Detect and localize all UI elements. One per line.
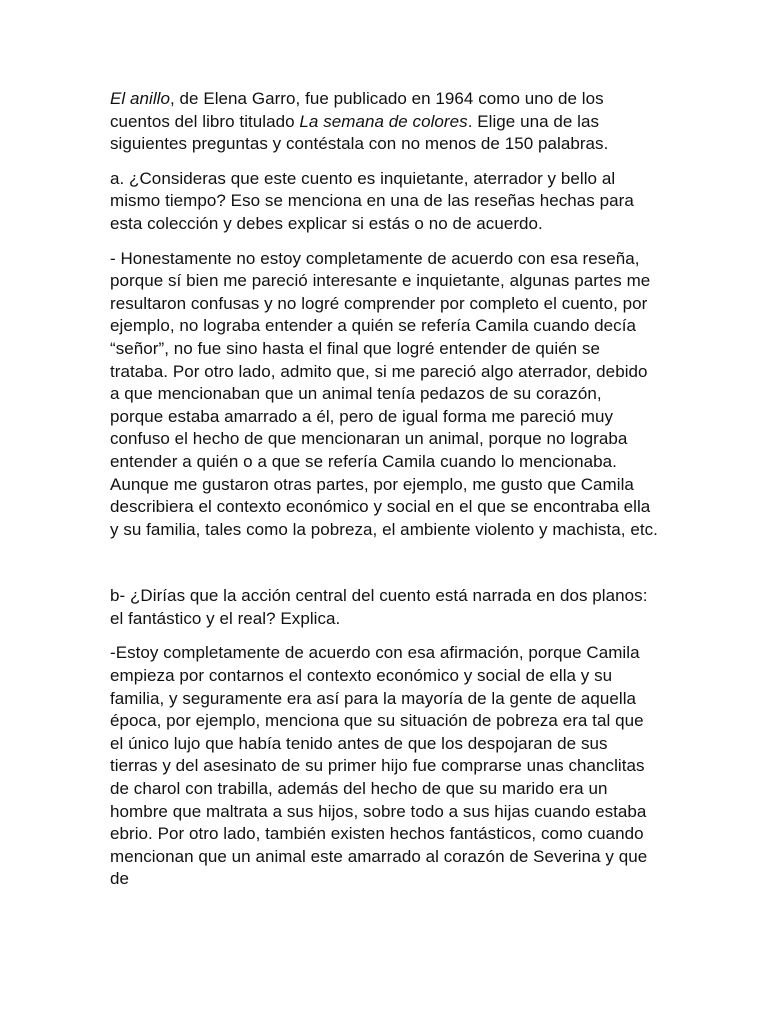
- answer-a: - Honestamente no estoy completamente de acuerdo con esa reseña, porque sí bien me pareció interesante e inquietante, algunas partes me resultaron confusas y no logré comprender por completo el cuento, por ejemplo, no lograba entender a quién se refería Camila cuando decía “señor”, no fue sino hasta el final que logré entender de quién se trataba. Por otro lado, admito que, si me pareció algo aterrador, debido a que mencionaban que un animal tenía pedazos de su corazón, porque estaba amarrado a él, pero de igual forma me pareció muy confuso el hecho de que mencionaran un animal, porque no lograba entender a quién o a que se refería Camila cuando lo mencionaba. Aunque me gustaron otras partes, por ejemplo, me gusto que Camila describiera el contexto económico y social en el que se encontraba ella y su familia, tales como la pobreza, el ambiente violento y machista, etc.: [110, 248, 658, 539]
- book-title: La semana de colores: [299, 111, 468, 131]
- document-page: [110, 88, 658, 903]
- intro-text-1: , de Elena Garro, fue publicado en 1964 como uno de los cuentos del libro titulado: [110, 89, 604, 131]
- story-title: El anillo: [110, 89, 170, 108]
- intro-text-2: . Elige una de las siguientes preguntas y contéstala con no menos de 150 palabras.: [110, 111, 609, 154]
- question-b: b- ¿Dirías que la acción central del cuento está narrada en dos planos: el fantástico y el real? Explica.: [110, 586, 648, 628]
- question-a: a. ¿Consideras que este cuento es inquietante, aterrador y bello al mismo tiempo? Eso se menciona en una de las reseñas hechas para esta colección y debes explicar si estás o no de acuerdo.: [110, 168, 634, 233]
- intro-paragraph: [110, 88, 658, 156]
- answer-b: -Estoy completamente de acuerdo con esa afirmación, porque Camila empieza por contarnos el contexto económico y social de ella y su familia, y seguramente era así para la mayoría de la gente de aquella época, por ejemplo, menciona que su situación de pobreza era tal que el único lujo que había tenido antes de que los despojaran de sus tierras y del asesinato de su primer hijo fue comprarse unas chanclitas de charol con trabilla, además del hecho de que su marido era un hombre que maltrata a sus hijos, sobre todo a sus hijas cuando estaba ebrio. Por otro lado, también existen hechos fantásticos, como cuando mencionan que un animal este amarrado al corazón de Severina y que de: [110, 643, 648, 889]
